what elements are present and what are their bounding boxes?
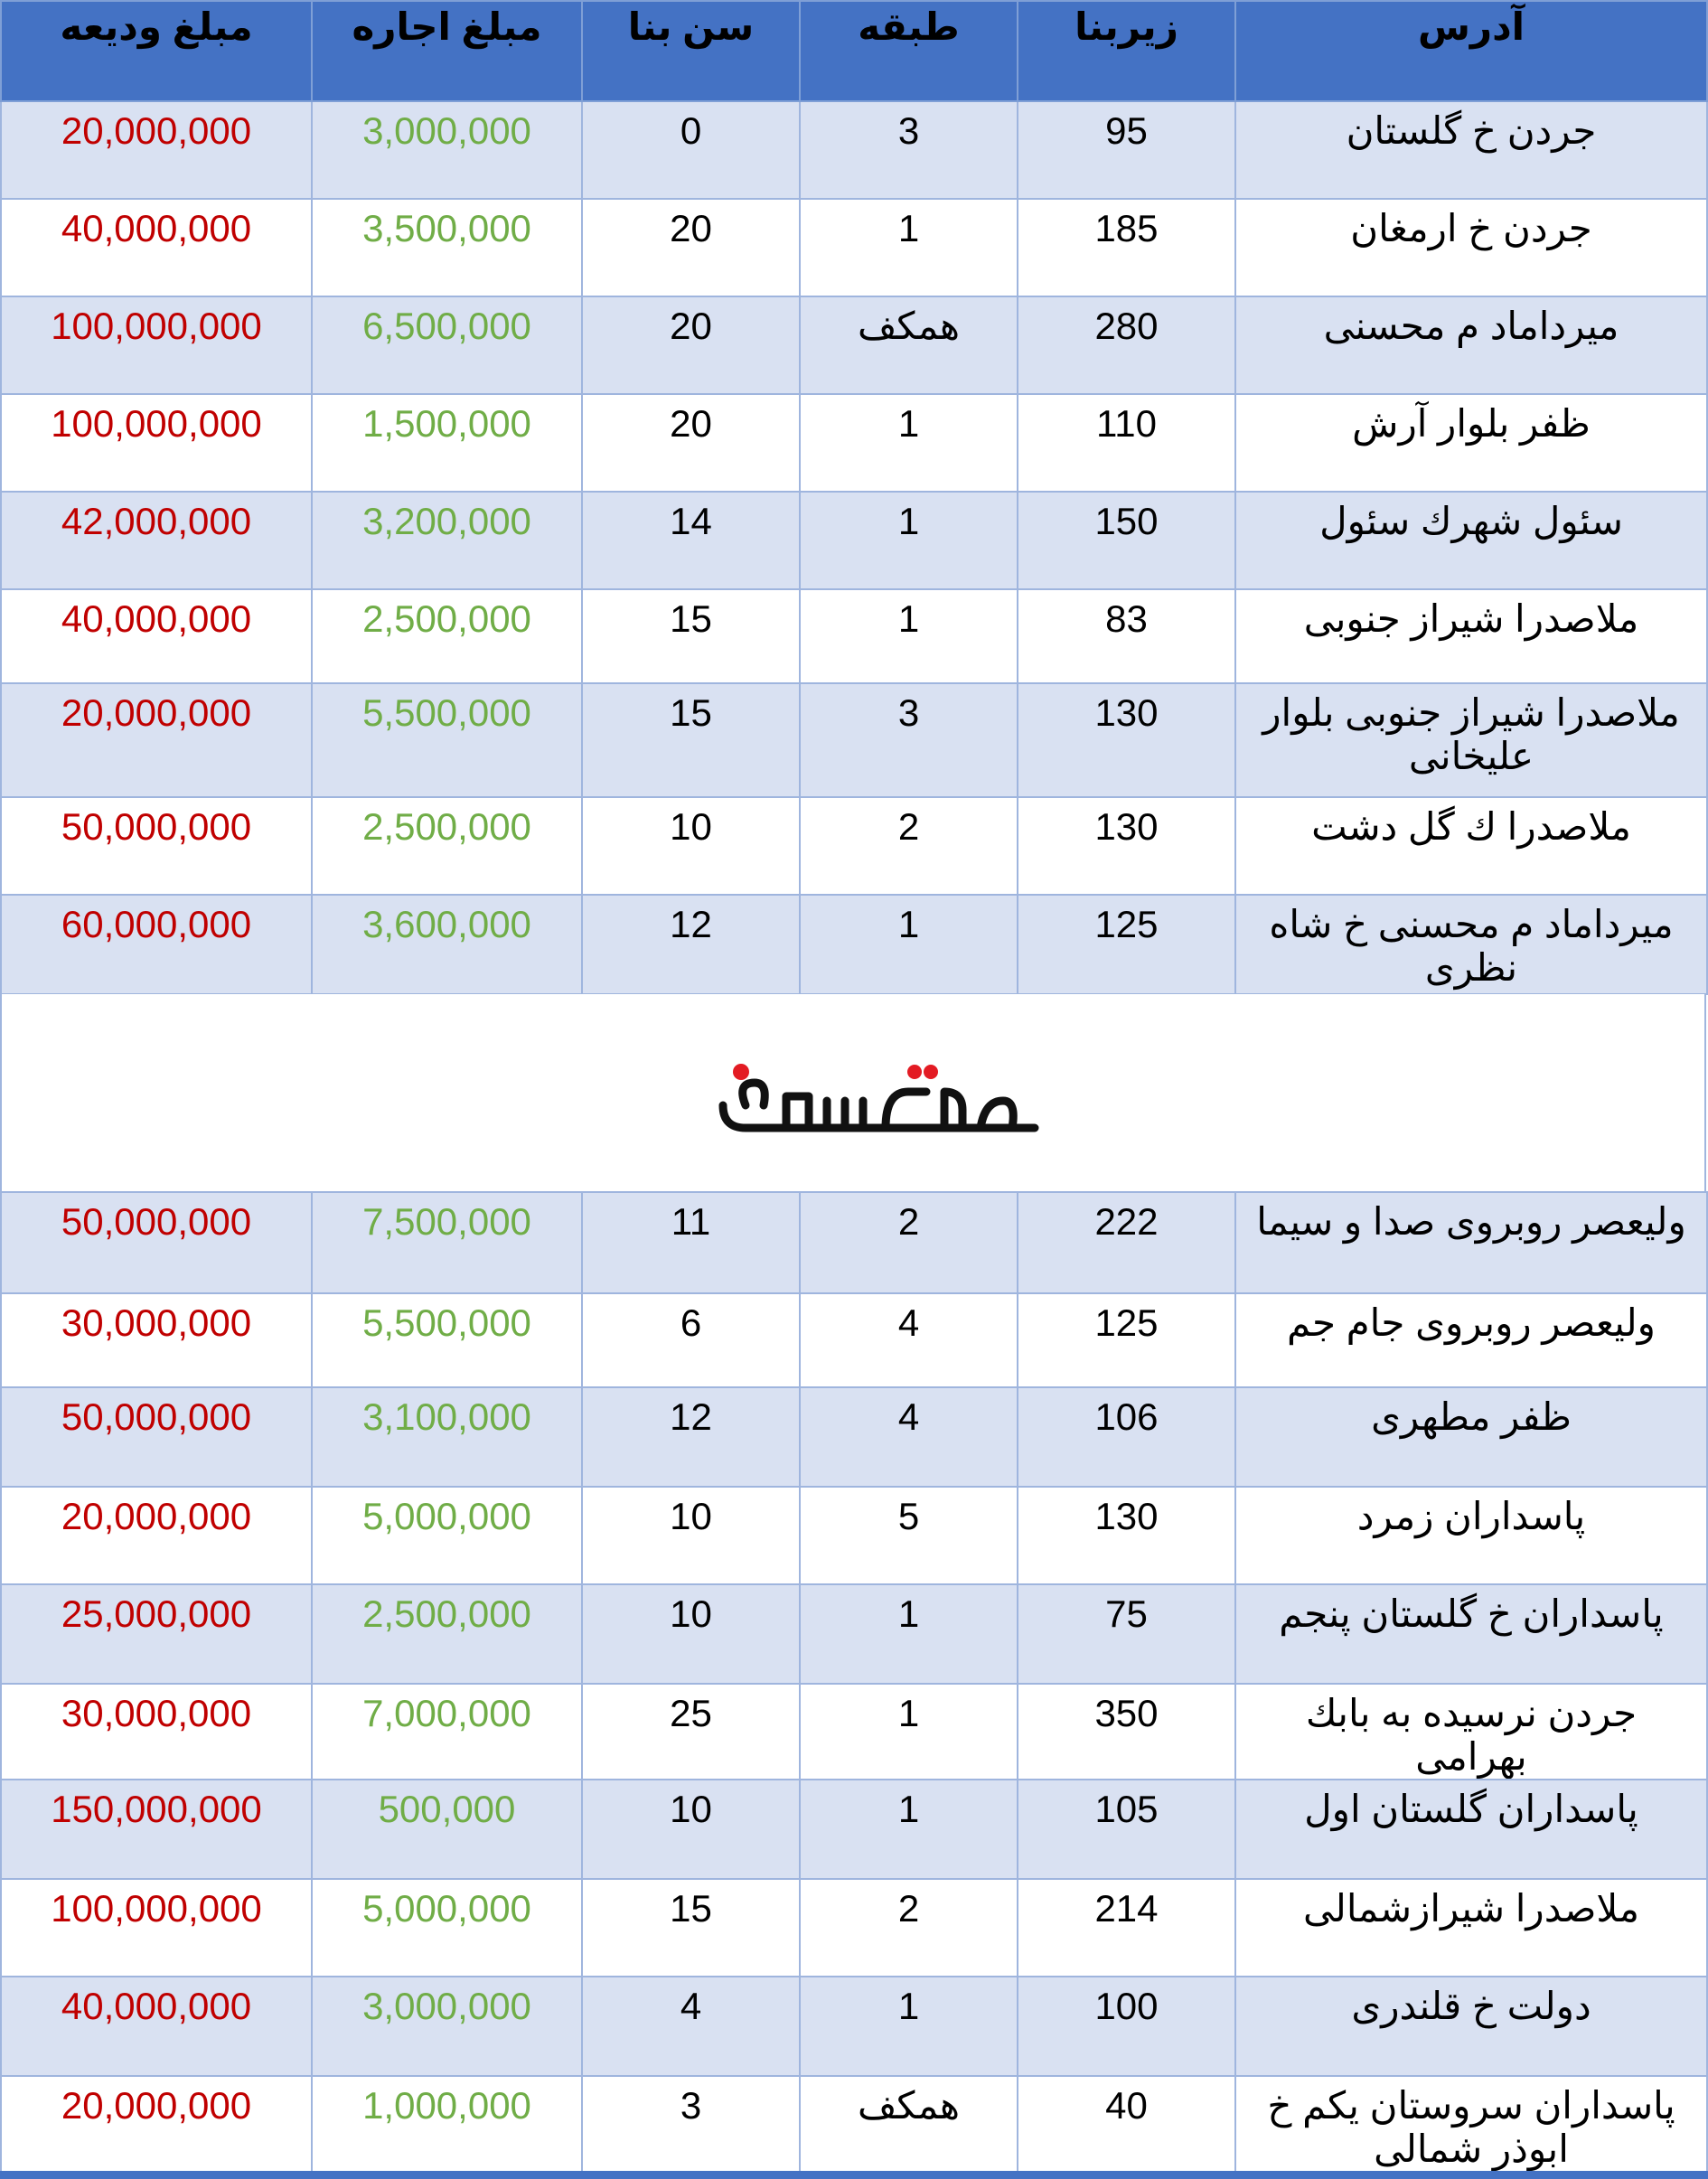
deposit-cell: 50,000,000 (1, 1192, 312, 1293)
header-row (1, 1, 1707, 101)
deposit-cell: 20,000,000 (1, 101, 312, 199)
table-row (1, 1192, 1707, 1293)
building-age-cell: 10 (582, 1487, 800, 1584)
address-cell: میرداماد م محسنی خ شاه نظری (1235, 895, 1707, 994)
asre-sakhteman-logo (705, 1056, 1048, 1137)
table-body-bottom (1, 1192, 1707, 2176)
building-age-cell: 20 (582, 394, 800, 492)
area-cell: 130 (1018, 683, 1235, 797)
header-floor: طبقه (800, 1, 1018, 101)
floor-cell: 5 (800, 1487, 1018, 1584)
building-age-cell: 15 (582, 589, 800, 683)
table-row (1, 296, 1707, 394)
rent-cell: 3,200,000 (312, 492, 582, 589)
address-cell: ملاصدرا شیرازشمالی (1235, 1879, 1707, 1977)
floor-cell: 1 (800, 492, 1018, 589)
deposit-cell: 40,000,000 (1, 589, 312, 683)
area-cell: 40 (1018, 2076, 1235, 2176)
table-row (1, 1780, 1707, 1879)
bottom-border (0, 2171, 1708, 2179)
building-age-cell: 12 (582, 1387, 800, 1487)
floor-cell: 1 (800, 1977, 1018, 2076)
floor-cell: 1 (800, 589, 1018, 683)
floor-cell: 1 (800, 199, 1018, 296)
floor-cell: 2 (800, 1192, 1018, 1293)
floor-cell: 1 (800, 1584, 1018, 1684)
floor-cell: 1 (800, 394, 1018, 492)
building-age-cell: 10 (582, 1780, 800, 1879)
building-age-cell: 3 (582, 2076, 800, 2176)
table-row (1, 797, 1707, 895)
rent-cell: 3,000,000 (312, 101, 582, 199)
area-cell: 150 (1018, 492, 1235, 589)
area-cell: 125 (1018, 895, 1235, 994)
table-row (1, 394, 1707, 492)
area-cell: 214 (1018, 1879, 1235, 1977)
rent-cell: 2,500,000 (312, 1584, 582, 1684)
area-cell: 95 (1018, 101, 1235, 199)
table-row (1, 2076, 1707, 2176)
deposit-cell: 100,000,000 (1, 394, 312, 492)
address-cell: پاسداران سروستان یكم خ ابوذر شمالی (1235, 2076, 1707, 2176)
rent-cell: 3,100,000 (312, 1387, 582, 1487)
address-cell: جردن خ گلستان (1235, 101, 1707, 199)
address-cell: پاسداران زمرد (1235, 1487, 1707, 1584)
deposit-cell: 40,000,000 (1, 1977, 312, 2076)
deposit-cell: 42,000,000 (1, 492, 312, 589)
floor-cell: 4 (800, 1293, 1018, 1387)
address-cell: پاسداران خ گلستان پنجم (1235, 1584, 1707, 1684)
rent-cell: 1,500,000 (312, 394, 582, 492)
floor-cell: 1 (800, 1684, 1018, 1780)
deposit-cell: 30,000,000 (1, 1293, 312, 1387)
table-row (1, 1584, 1707, 1684)
address-cell: سئول شهرك سئول (1235, 492, 1707, 589)
building-age-cell: 0 (582, 101, 800, 199)
building-age-cell: 12 (582, 895, 800, 994)
rent-cell: 3,600,000 (312, 895, 582, 994)
table-row (1, 1487, 1707, 1584)
address-cell: ملاصدرا شیراز جنوبی (1235, 589, 1707, 683)
table-row (1, 1293, 1707, 1387)
building-age-cell: 10 (582, 1584, 800, 1684)
deposit-cell: 30,000,000 (1, 1684, 312, 1780)
rent-cell: 7,500,000 (312, 1192, 582, 1293)
building-age-cell: 10 (582, 797, 800, 895)
address-cell: ولیعصر روبروی جام جم (1235, 1293, 1707, 1387)
table-row (1, 1387, 1707, 1487)
header-building-age: سن بنا (582, 1, 800, 101)
header-rent: مبلغ اجاره (312, 1, 582, 101)
rent-table-top (0, 0, 1708, 995)
building-age-cell: 25 (582, 1684, 800, 1780)
building-age-cell: 20 (582, 199, 800, 296)
building-age-cell: 11 (582, 1192, 800, 1293)
table-row (1, 683, 1707, 797)
building-age-cell: 14 (582, 492, 800, 589)
deposit-cell: 100,000,000 (1, 1879, 312, 1977)
rent-cell: 3,500,000 (312, 199, 582, 296)
floor-cell: 3 (800, 101, 1018, 199)
deposit-cell: 20,000,000 (1, 1487, 312, 1584)
rent-cell: 2,500,000 (312, 797, 582, 895)
address-cell: میرداماد م محسنی (1235, 296, 1707, 394)
address-cell: پاسداران گلستان اول (1235, 1780, 1707, 1879)
floor-cell: همکف (800, 2076, 1018, 2176)
rent-cell: 6,500,000 (312, 296, 582, 394)
table-row (1, 1977, 1707, 2076)
deposit-cell: 50,000,000 (1, 797, 312, 895)
address-cell: ملاصدرا شیراز جنوبی بلوار علیخانی (1235, 683, 1707, 797)
building-age-cell: 20 (582, 296, 800, 394)
rent-table-bottom (0, 1191, 1708, 2177)
floor-cell: همکف (800, 296, 1018, 394)
area-cell: 130 (1018, 1487, 1235, 1584)
floor-cell: 1 (800, 1780, 1018, 1879)
floor-cell: 1 (800, 895, 1018, 994)
table-body-top (1, 101, 1707, 994)
header-address: آدرس (1235, 1, 1707, 101)
area-cell: 185 (1018, 199, 1235, 296)
address-cell: جردن نرسیده به بابك بهرامی (1235, 1684, 1707, 1780)
deposit-cell: 50,000,000 (1, 1387, 312, 1487)
address-cell: جردن خ ارمغان (1235, 199, 1707, 296)
area-cell: 106 (1018, 1387, 1235, 1487)
table-row (1, 1879, 1707, 1977)
deposit-cell: 20,000,000 (1, 2076, 312, 2176)
floor-cell: 4 (800, 1387, 1018, 1487)
floor-cell: 2 (800, 1879, 1018, 1977)
rent-cell: 5,000,000 (312, 1487, 582, 1584)
rent-cell: 5,500,000 (312, 683, 582, 797)
rent-cell: 500,000 (312, 1780, 582, 1879)
building-age-cell: 15 (582, 1879, 800, 1977)
table-row (1, 1684, 1707, 1780)
building-age-cell: 4 (582, 1977, 800, 2076)
area-cell: 130 (1018, 797, 1235, 895)
rent-cell: 2,500,000 (312, 589, 582, 683)
header-area: زیربنا (1018, 1, 1235, 101)
rent-cell: 5,000,000 (312, 1879, 582, 1977)
deposit-cell: 25,000,000 (1, 1584, 312, 1684)
address-cell: ملاصدرا ك گل دشت (1235, 797, 1707, 895)
address-cell: ظفر مطهری (1235, 1387, 1707, 1487)
table-row (1, 101, 1707, 199)
header-deposit: مبلغ ودیعه (1, 1, 312, 101)
table-row (1, 895, 1707, 994)
address-cell: دولت خ قلندری (1235, 1977, 1707, 2076)
deposit-cell: 20,000,000 (1, 683, 312, 797)
table-row (1, 199, 1707, 296)
table-row (1, 589, 1707, 683)
area-cell: 350 (1018, 1684, 1235, 1780)
area-cell: 105 (1018, 1780, 1235, 1879)
deposit-cell: 40,000,000 (1, 199, 312, 296)
rent-cell: 7,000,000 (312, 1684, 582, 1780)
building-age-cell: 6 (582, 1293, 800, 1387)
area-cell: 125 (1018, 1293, 1235, 1387)
deposit-cell: 100,000,000 (1, 296, 312, 394)
address-cell: ولیعصر روبروی صدا و سیما (1235, 1192, 1707, 1293)
building-age-cell: 15 (582, 683, 800, 797)
area-cell: 110 (1018, 394, 1235, 492)
floor-cell: 2 (800, 797, 1018, 895)
rent-cell: 1,000,000 (312, 2076, 582, 2176)
area-cell: 280 (1018, 296, 1235, 394)
floor-cell: 3 (800, 683, 1018, 797)
table-row (1, 492, 1707, 589)
address-cell: ظفر بلوار آرش (1235, 394, 1707, 492)
rent-cell: 5,500,000 (312, 1293, 582, 1387)
deposit-cell: 60,000,000 (1, 895, 312, 994)
area-cell: 83 (1018, 589, 1235, 683)
area-cell: 75 (1018, 1584, 1235, 1684)
area-cell: 222 (1018, 1192, 1235, 1293)
deposit-cell: 150,000,000 (1, 1780, 312, 1879)
rent-cell: 3,000,000 (312, 1977, 582, 2076)
area-cell: 100 (1018, 1977, 1235, 2076)
